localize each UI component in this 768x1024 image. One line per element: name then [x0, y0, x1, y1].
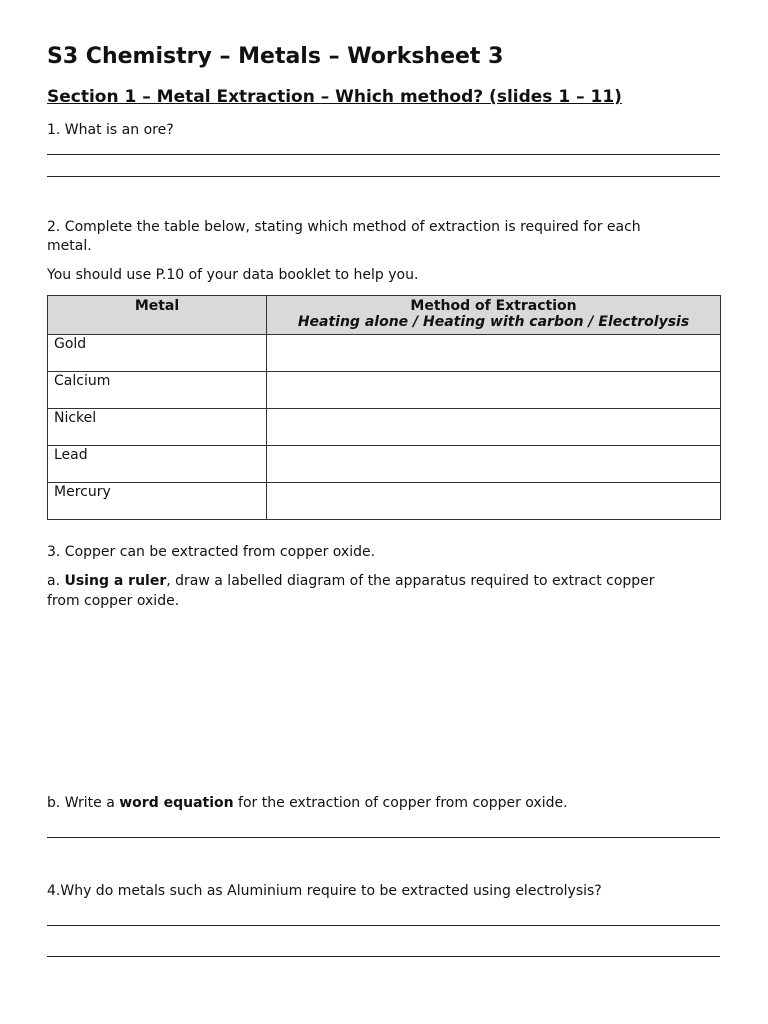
metal-cell: Calcium — [48, 372, 267, 409]
section-heading: Section 1 – Metal Extraction – Which method? (slides 1 – 11) — [47, 87, 622, 107]
method-answer-cell[interactable] — [267, 372, 721, 409]
q3b-rest: for the extraction of copper from copper oxide. — [233, 795, 568, 811]
answer-line[interactable] — [47, 154, 720, 155]
extraction-table — [47, 295, 721, 520]
q3a-prefix: a. — [47, 573, 65, 589]
header-metal: Metal — [48, 296, 267, 335]
question-3-intro: 3. Copper can be extracted from copper oxide. — [47, 544, 376, 560]
answer-line[interactable] — [47, 956, 720, 957]
question-2-line2: metal. — [47, 238, 92, 254]
table-row — [48, 409, 721, 446]
question-3a-line2: from copper oxide. — [47, 593, 180, 609]
metal-cell: Nickel — [48, 409, 267, 446]
table-header-row — [48, 296, 721, 335]
header-method — [267, 296, 721, 335]
question-4: 4.Why do metals such as Aluminium require to be extracted using electrolysis? — [47, 883, 602, 899]
answer-line[interactable] — [47, 925, 720, 926]
question-3b — [47, 794, 568, 813]
table-row — [48, 483, 721, 520]
page-title: S3 Chemistry – Metals – Worksheet 3 — [47, 44, 504, 69]
header-method-options: Heating alone / Heating with carbon / Electrolysis — [297, 314, 690, 330]
method-answer-cell[interactable] — [267, 446, 721, 483]
q3b-prefix: b. Write a — [47, 795, 120, 811]
question-2-line1: 2. Complete the table below, stating which method of extraction is required for each — [47, 219, 641, 235]
question-2-hint: You should use P.10 of your data booklet to help you. — [47, 267, 419, 283]
metal-cell: Lead — [48, 446, 267, 483]
q3b-bold: word equation — [119, 795, 234, 811]
question-3a-line1 — [47, 572, 655, 591]
diagram-drawing-area[interactable] — [47, 616, 720, 786]
table-row — [48, 335, 721, 372]
q3a-bold: Using a ruler — [64, 573, 167, 589]
answer-line[interactable] — [47, 176, 720, 177]
table-row — [48, 446, 721, 483]
method-answer-cell[interactable] — [267, 483, 721, 520]
method-answer-cell[interactable] — [267, 335, 721, 372]
answer-line[interactable] — [47, 837, 720, 838]
q3a-rest: , draw a labelled diagram of the apparatus required to extract copper — [166, 573, 655, 589]
table-row — [48, 372, 721, 409]
metal-cell: Mercury — [48, 483, 267, 520]
metal-cell: Gold — [48, 335, 267, 372]
header-method-title: Method of Extraction — [410, 298, 577, 314]
method-answer-cell[interactable] — [267, 409, 721, 446]
question-1: 1. What is an ore? — [47, 122, 174, 138]
